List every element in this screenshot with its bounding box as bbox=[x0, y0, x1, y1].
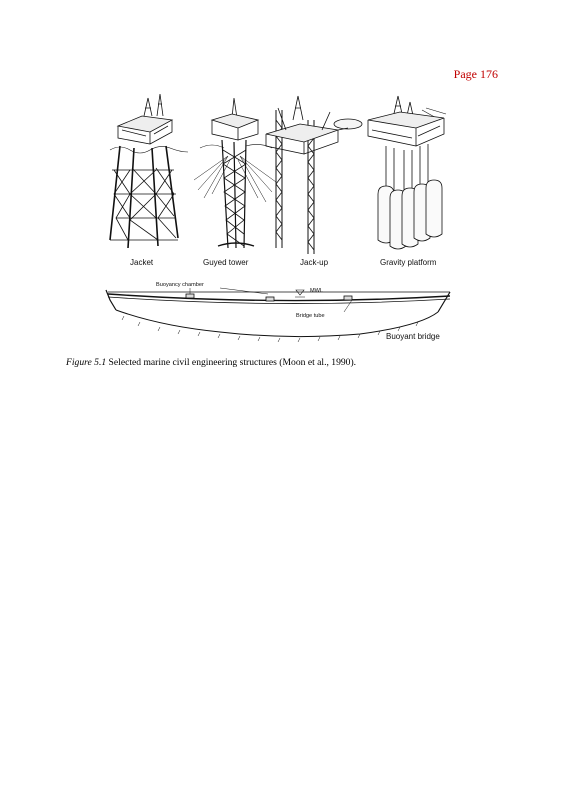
page-number: Page 176 bbox=[453, 67, 498, 81]
mwl-label: MWL bbox=[310, 288, 324, 294]
figure-caption bbox=[66, 357, 356, 368]
gravity-platform-drawing bbox=[368, 96, 446, 249]
figure-number: Figure 5.1 bbox=[66, 357, 107, 368]
buoyant-bridge-label: Buoyant bridge bbox=[386, 332, 440, 341]
jacket-drawing bbox=[110, 94, 188, 248]
guyed-tower-drawing bbox=[194, 98, 276, 248]
jack-up-drawing bbox=[266, 96, 362, 254]
caption-text: Selected marine civil engineering structures (Moon et al., 1990). bbox=[106, 357, 357, 368]
jack-up-label: Jack-up bbox=[300, 258, 329, 267]
jacket-label: Jacket bbox=[130, 258, 154, 267]
guyed-tower-label: Guyed tower bbox=[203, 258, 249, 267]
buoyancy-chamber-label: Buoyancy chamber bbox=[156, 282, 204, 288]
figure-illustration bbox=[100, 90, 458, 348]
structures-drawing bbox=[100, 90, 458, 348]
gravity-platform-label: Gravity platform bbox=[380, 258, 437, 267]
bridge-tube-label: Bridge tube bbox=[296, 313, 325, 319]
